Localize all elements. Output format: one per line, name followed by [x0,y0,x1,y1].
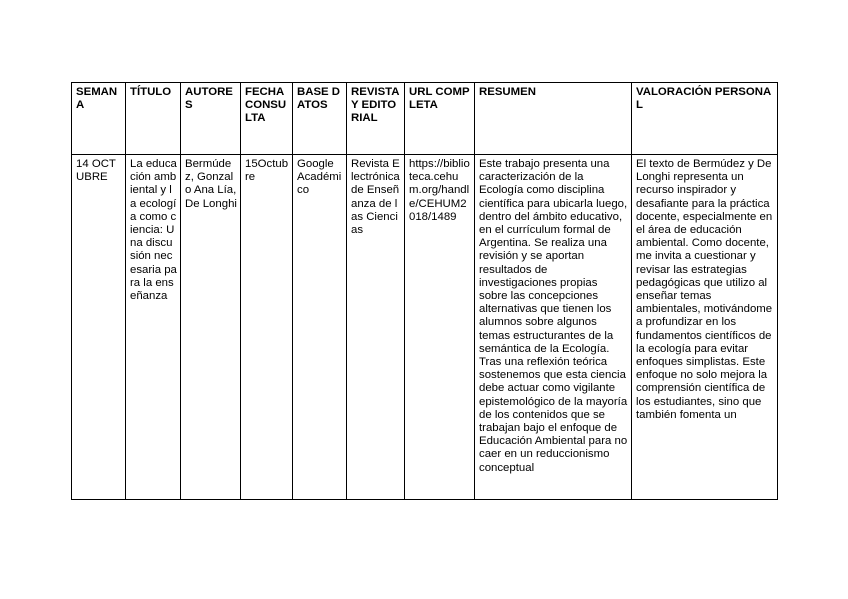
cell-autores [181,155,241,500]
header-autores: AUTORES [181,83,241,155]
cell-resumen [475,155,632,500]
cell-revista-editorial [347,155,405,500]
semana-value: 14 OCTUBRE [76,158,116,184]
bibliography-table [71,82,778,500]
header-row [72,83,778,155]
cell-valoracion-personal [632,155,778,500]
cell-base-datos [293,155,347,500]
valoracion-text: El texto de Bermúdez y De Longhi representa un recurso inspirador y desafiante para la práctica docente, especialmente en el área de educación ambiental. Como docente, me invita a cuestionar y revisar las estrategias pedagógicas que utilizo al enseñar temas ambientales, motivándome a profundizar en los fundamentos científicos de la ecología para evitar enfoques simplistas. Este enfoque no solo mejora la comprensión científica de los estudiantes, sino que también fomenta un [636,158,773,421]
header-base-datos: BASE DATOS [293,83,347,155]
header-url-completa: URL COMPLETA [405,83,475,155]
url-link[interactable]: https://biblioteca.cehum.org/handle/CEHUM2018/1489 [409,158,470,223]
cell-fecha-consulta [241,155,293,500]
base-datos-value: Google Académico [297,158,342,197]
table-row [72,155,778,500]
header-revista-editorial: REVISTA Y EDITORIAL [347,83,405,155]
resumen-text: Este trabajo presenta una caracterización de la Ecología como disciplina científica para ubicarla luego, dentro del ámbito educativo, en el currículum formal de Argentina. Se realiza una revisión y se aportan resultados de investigaciones propias sobre las concepciones alternativas que tienen los alumnos sobre algunos temas estructurantes de la semántica de la Ecología. Tras una reflexión teórica sostenemos que esta ciencia debe actuar como vigilante epistemológico de la mayoría de los contenidos que se trabajan bajo el enfoque de Educación Ambiental para no caer en un reduccionismo conceptual [479,158,628,474]
header-titulo: TÍTULO [126,83,181,155]
fecha-value: 15Octubre [245,158,289,184]
autores-value: Bermúdez, Gonzalo Ana Lía, De Longhi [185,158,237,210]
titulo-value: La educación ambiental y la ecología como ciencia: Una discusión necesaria para la enseñanza [130,158,177,303]
header-semana: SEMANA [72,83,126,155]
cell-semana [72,155,126,500]
header-fecha-consulta: FECHA CONSULTA [241,83,293,155]
cell-url-completa [405,155,475,500]
revista-value: Revista Electrónica de Enseñanza de las Ciencias [351,158,400,237]
header-resumen: RESUMEN [475,83,632,155]
header-valoracion-personal: VALORACIÓN PERSONAL [632,83,778,155]
cell-titulo [126,155,181,500]
